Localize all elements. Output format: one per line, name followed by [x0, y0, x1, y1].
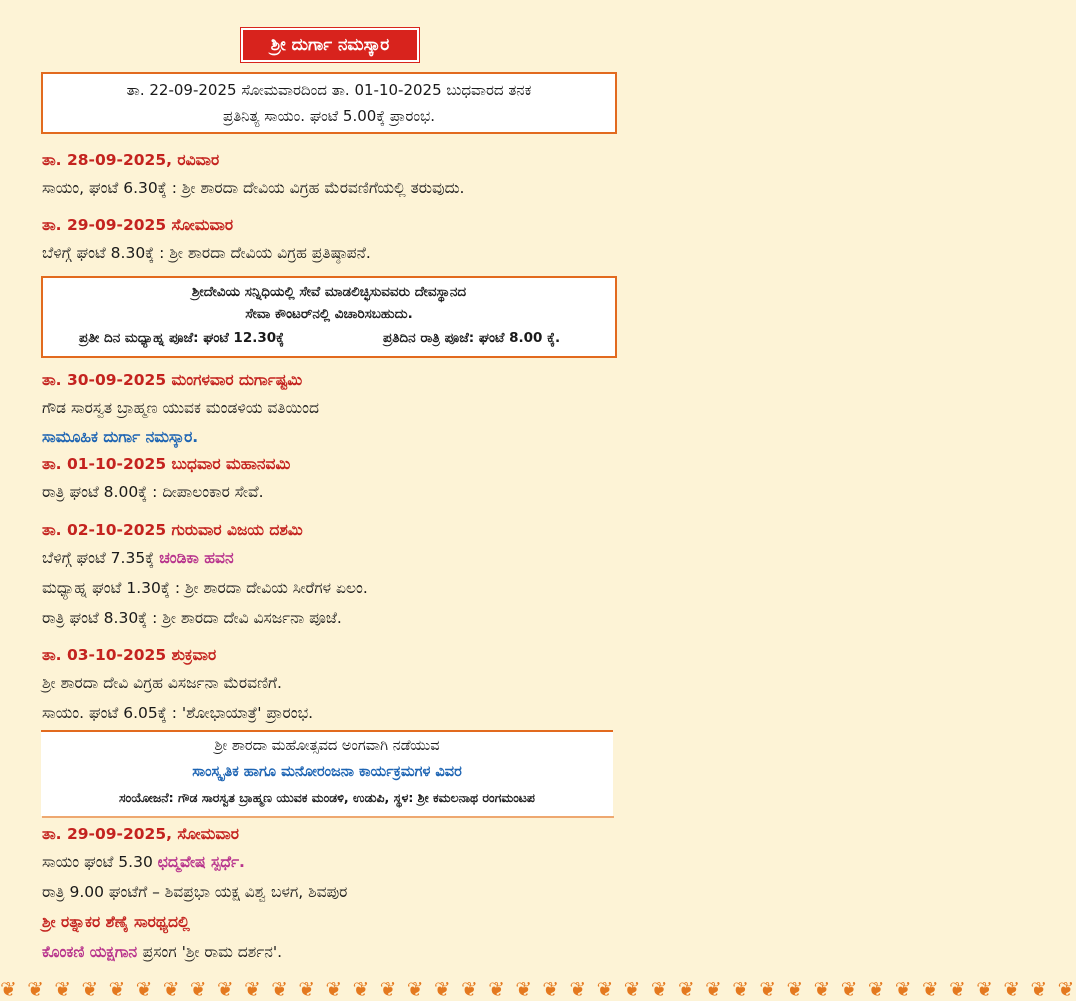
pooja-night: ಪ್ರತಿದಿನ ರಾತ್ರಿ ಪೂಜೆ: ಘಂಟೆ 8.00 ಕ್ಕೆ.	[383, 330, 561, 346]
event-line: ಶ್ರೀ ಶಾರದಾ ದೇವಿ ವಿಗ್ರಹ ವಿಸರ್ಜನಾ ಮೆರವಣಿಗೆ.	[42, 674, 282, 692]
event-date: ತಾ. 03-10-2025 ಶುಕ್ರವಾರ	[42, 646, 217, 664]
cultural-line-2: ಸಾಂಸ್ಕೃತಿಕ ಹಾಗೂ ಮನೋರಂಜನಾ ಕಾರ್ಯಕ್ರಮಗಳ ವಿವರ	[192, 764, 462, 780]
event-date: ತಾ. 29-09-2025, ಸೋಮವಾರ	[42, 825, 239, 843]
event-line: ಸಾಯಂ, ಘಂಟೆ 6.30ಕ್ಕೆ : ಶ್ರೀ ಶಾರದಾ ದೇವಿಯ ವಿಗ್ರಹ ಮೆರವಣಿಗೆಯಲ್ಲಿ ತರುವುದು.	[42, 179, 465, 197]
intro-line-2: ಪ್ರತಿನಿತ್ಯ ಸಾಯಂ. ಘಂಟೆ 5.00ಕ್ಕೆ ಪ್ರಾರಂಭ.	[222, 107, 436, 125]
seva-notice-box	[41, 276, 617, 358]
event-line-text: ಸಾಯಂ ಘಂಟೆ 5.30	[42, 853, 158, 871]
event-line: ಬೆಳಿಗ್ಗೆ ಘಂಟೆ 8.30ಕ್ಕೆ : ಶ್ರೀ ಶಾರದಾ ದೇವಿಯ ವಿಗ್ರಹ ಪ್ರತಿಷ್ಠಾಪನೆ.	[42, 244, 371, 262]
event-line: ರಾತ್ರಿ 9.00 ಘಂಟೆಗೆ – ಶಿವಪ್ರಭಾ ಯಕ್ಷ ವಿಶ್ವ ಬಳಗ, ಶಿವಪುರ	[42, 883, 348, 901]
event-date: ತಾ. 28-09-2025, ರವಿವಾರ	[42, 151, 220, 169]
event-date: ತಾ. 02-10-2025 ಗುರುವಾರ ವಿಜಯ ದಶಮಿ	[42, 521, 303, 539]
event-line-text: ಪ್ರಸಂಗ 'ಶ್ರೀ ರಾಮ ದರ್ಶನ'.	[142, 943, 283, 961]
divider	[42, 816, 614, 818]
event-line-highlight: ಸಾಮೂಹಿಕ ದುರ್ಗಾ ನಮಸ್ಕಾರ.	[42, 428, 199, 446]
fancy-dress-contest: ಛದ್ಮವೇಷ ಸ್ಪರ್ಧೆ.	[157, 853, 245, 871]
event-line	[42, 543, 632, 573]
event-line	[42, 937, 632, 967]
event-line: ಗೌಡ ಸಾರಸ್ವತ ಬ್ರಾಹ್ಮಣ ಯುವಕ ಮಂಡಳಿಯ ವತಿಯಿಂದ	[42, 399, 320, 417]
event-date: ತಾ. 01-10-2025 ಬುಧವಾರ ಮಹಾನವಮಿ	[42, 455, 291, 473]
intro-line-1: ತಾ. 22-09-2025 ಸೋಮವಾರದಿಂದ ತಾ. 01-10-2025 ಬುಧವಾರದ ತನಕ	[126, 81, 532, 99]
konkani-yakshagana: ಕೊಂಕಣಿ ಯಕ್ಷಗಾನ	[42, 943, 143, 961]
event-4	[42, 452, 632, 507]
event-5	[42, 518, 632, 633]
event-1	[42, 148, 632, 203]
seva-line-1: ಶ್ರೀದೇವಿಯ ಸನ್ನಿಧಿಯಲ್ಲಿ ಸೇವೆ ಮಾಡಲಿಚ್ಛಿಸುವವರು ದೇವಸ್ಥಾನದ	[191, 284, 467, 300]
chandika-havana: ಚಂಡಿಕಾ ಹವನ	[159, 549, 234, 567]
event-line: ಸಾಯಂ. ಘಂಟೆ 6.05ಕ್ಕೆ : 'ಶೋಭಾಯಾತ್ರೆ' ಪ್ರಾರಂಭ.	[42, 704, 314, 722]
seva-line-2: ಸೇವಾ ಕೌಂಟರ್‌ನಲ್ಲಿ ವಿಚಾರಿಸಬಹುದು.	[245, 306, 413, 322]
event-date: ತಾ. 30-09-2025 ಮಂಗಳವಾರ ದುರ್ಗಾಷ್ಟಮಿ	[42, 371, 303, 389]
event-line: ರಾತ್ರಿ ಘಂಟೆ 8.00ಕ್ಕೆ : ದೀಪಾಲಂಕಾರ ಸೇವೆ.	[42, 483, 264, 501]
pooja-noon: ಪ್ರತೀ ದಿನ ಮಧ್ಯಾಹ್ನ ಪೂಜೆ: ಘಂಟೆ 12.30ಕ್ಕೆ	[79, 330, 285, 346]
event-line-text: ಬೆಳಿಗ್ಗೆ ಘಂಟೆ 7.35ಕ್ಕೆ	[42, 549, 160, 567]
event-line: ರಾತ್ರಿ ಘಂಟೆ 8.30ಕ್ಕೆ : ಶ್ರೀ ಶಾರದಾ ದೇವಿ ವಿಸರ್ಜನಾ ಪೂಜೆ.	[42, 609, 342, 627]
event-line: ಮಧ್ಯಾಹ್ನ ಘಂಟೆ 1.30ಕ್ಕೆ : ಶ್ರೀ ಶಾರದಾ ದೇವಿಯ ಸೀರೆಗಳ ಏಲಂ.	[42, 579, 368, 597]
event-date: ತಾ. 29-09-2025 ಸೋಮವಾರ	[42, 216, 234, 234]
cultural-line-1: ಶ್ರೀ ಶಾರದಾ ಮಹೋತ್ಸವದ ಅಂಗವಾಗಿ ನಡೆಯುವ	[214, 738, 440, 754]
page-title: ಶ್ರೀ ದುರ್ಗಾ ನಮಸ್ಕಾರ	[241, 28, 419, 62]
intro-box	[41, 72, 617, 134]
event-2	[42, 213, 632, 268]
event-7	[42, 822, 632, 967]
event-line-highlight: ಶ್ರೀ ರತ್ನಾಕರ ಶೆಣೈ ಸಾರಥ್ಯದಲ್ಲಿ	[42, 913, 190, 931]
event-3	[42, 368, 632, 451]
cultural-program-box	[41, 730, 613, 816]
decorative-border-icon: ❦ ❦ ❦ ❦ ❦ ❦ ❦ ❦ ❦ ❦ ❦ ❦ ❦ ❦ ❦ ❦ ❦ ❦ ❦ ❦ ❦ ❦ ❦ ❦ ❦ ❦ ❦ ❦ ❦ ❦ ❦ ❦ ❦ ❦ ❦ ❦ ❦ ❦ ❦ ❦	[0, 977, 1076, 1001]
event-line	[42, 847, 632, 877]
cultural-line-3: ಸಂಯೋಜನೆ: ಗೌಡ ಸಾರಸ್ವತ ಬ್ರಾಹ್ಮಣ ಯುವಕ ಮಂಡಳಿ, ಉಡುಪಿ, ಸ್ಥಳ: ಶ್ರೀ ಕಮಲನಾಥ ರಂಗಮಂಟಪ	[119, 790, 535, 805]
event-6	[42, 643, 632, 728]
